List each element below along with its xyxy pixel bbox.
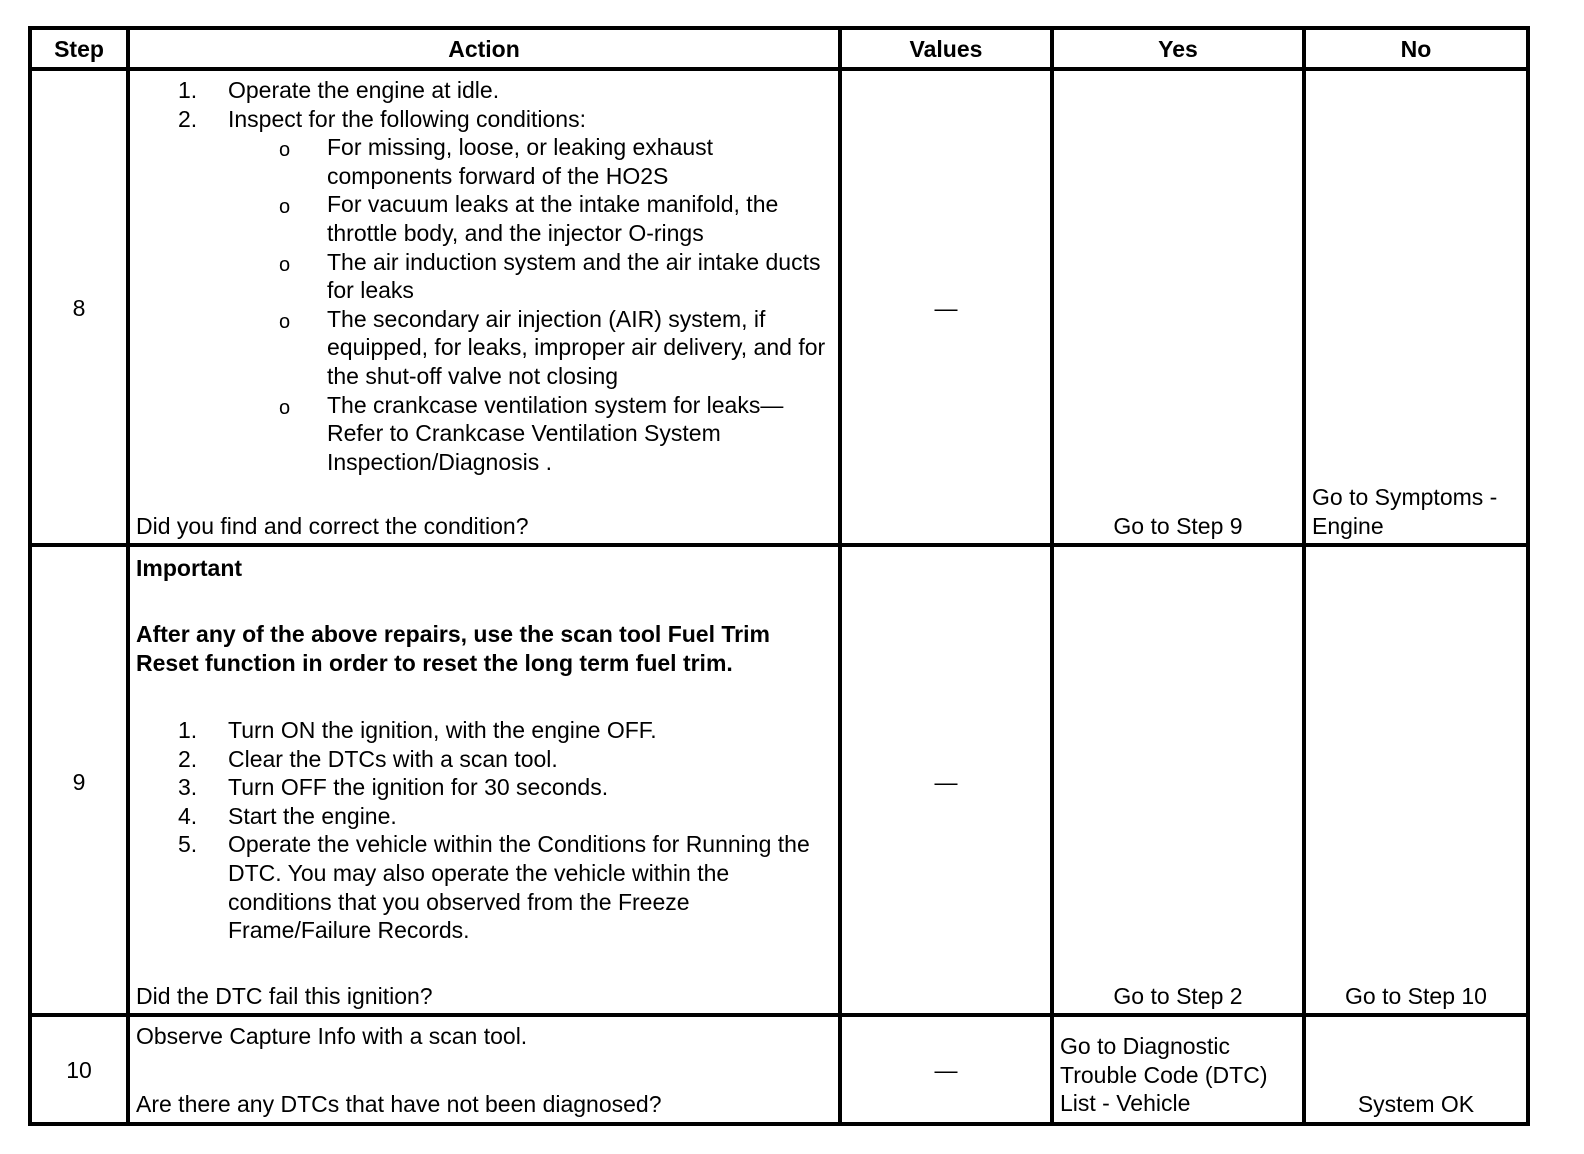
header-action: Action (448, 36, 520, 62)
bullet-icon: o (279, 196, 291, 219)
bullet-icon: o (279, 396, 291, 419)
yes-result: Go to Step 9 (1113, 513, 1243, 539)
list-number: 2. (178, 105, 198, 132)
numbered-list (130, 716, 836, 945)
no-result: Go to Step 10 (1345, 983, 1487, 1009)
list-text: For missing, loose, or leaking exhaust components forward of the HO2S (327, 134, 714, 189)
list-item (130, 133, 827, 190)
list-text: The secondary air injection (AIR) system, if equipped, for leaks, improper air delivery, and for the shut-off valve not closing (327, 305, 826, 389)
values-dash: — (934, 295, 958, 321)
values-dash: — (934, 1057, 958, 1083)
step-number: 10 (66, 1057, 92, 1083)
list-text: For vacuum leaks at the intake manifold, the throttle body, and the injector O-rings (327, 191, 779, 246)
list-text: Operate the engine at idle. (228, 77, 500, 103)
values-dash: — (934, 769, 958, 795)
list-number: 1. (178, 717, 198, 743)
yes-result: Go to Step 2 (1113, 983, 1243, 1009)
column-divider (1302, 30, 1306, 1122)
list-text: Start the engine. (228, 802, 397, 829)
bullet-icon: o (279, 139, 291, 162)
numbered-list (130, 76, 836, 133)
list-item (130, 76, 836, 105)
column-divider (838, 30, 842, 1122)
action-text: Observe Capture Info with a scan tool. (136, 1023, 528, 1049)
list-text: The air induction system and the air intake ducts for leaks (327, 248, 821, 304)
header-step: Step (54, 36, 104, 62)
list-number: 4. (178, 802, 198, 829)
list-text: Turn OFF the ignition for 30 seconds. (228, 774, 609, 801)
action-cell (130, 716, 836, 945)
action-cell (130, 76, 836, 476)
yes-result: Go to Diagnostic Trouble Code (DTC) List - Vehicle (1060, 1033, 1268, 1117)
list-item (130, 248, 827, 305)
list-item (130, 190, 827, 247)
bullet-icon: o (279, 310, 291, 333)
bullet-icon: o (279, 253, 291, 276)
list-item (130, 105, 836, 134)
row-divider (32, 543, 1526, 547)
list-item (130, 745, 836, 774)
header-no: No (1400, 36, 1432, 62)
list-item (130, 802, 836, 831)
list-number: 2. (178, 745, 198, 772)
list-number: 5. (178, 831, 198, 858)
important-label: Important (136, 555, 243, 581)
no-result: System OK (1357, 1091, 1475, 1117)
column-divider (1050, 30, 1054, 1122)
list-text: Clear the DTCs with a scan tool. (228, 745, 558, 772)
row-divider (32, 1013, 1526, 1017)
list-text: Turn ON the ignition, with the engine OFF. (228, 717, 657, 743)
question-text: Are there any DTCs that have not been diagnosed? (136, 1091, 662, 1117)
list-number: 3. (178, 774, 198, 801)
list-item (130, 830, 836, 944)
bullet-list (130, 133, 836, 476)
list-item (130, 773, 836, 802)
header-yes: Yes (1158, 36, 1198, 62)
step-number: 8 (72, 295, 86, 321)
important-text: After any of the above repairs, use the scan tool Fuel Trim Reset function in order to reset the long term fuel trim. (136, 621, 770, 676)
list-text: Inspect for the following conditions: (228, 105, 586, 132)
diagnostic-table (28, 26, 1530, 1126)
list-text: The crankcase ventilation system for leaks—Refer to Crankcase Ventilation System Inspection/Diagnosis . (327, 391, 784, 475)
list-text: Operate the vehicle within the Conditions for Running the DTC. You may also operate the vehicle within the conditions that you observed from the Freeze Frame/Failure Records. (228, 831, 810, 944)
question-text: Did you find and correct the condition? (136, 513, 529, 539)
no-result: Go to Symptoms - Engine (1312, 484, 1498, 539)
list-item (130, 716, 836, 745)
list-item (130, 391, 827, 477)
header-values: Values (909, 36, 983, 62)
list-item (130, 305, 827, 391)
question-text: Did the DTC fail this ignition? (136, 983, 433, 1009)
list-number: 1. (178, 77, 198, 103)
step-number: 9 (72, 769, 86, 795)
